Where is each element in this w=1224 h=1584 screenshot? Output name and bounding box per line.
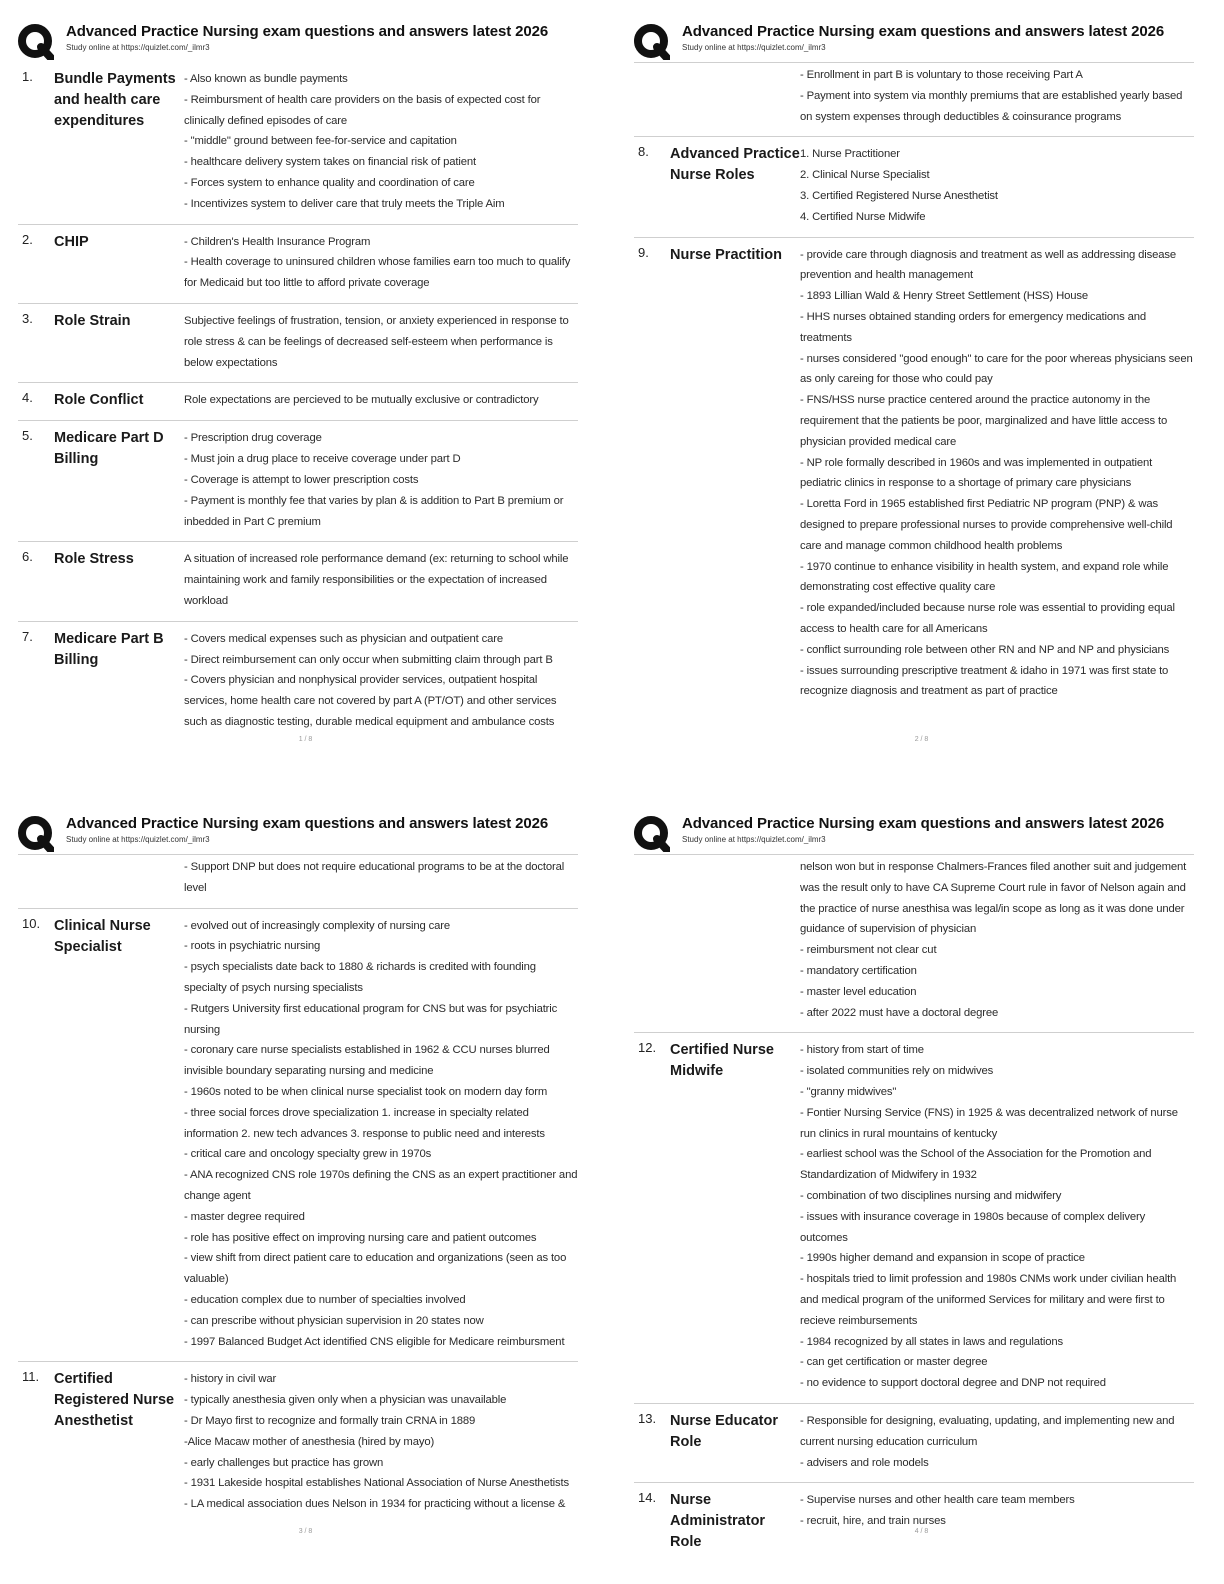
term-title: Medicare Part D Billing <box>54 430 164 468</box>
term-title: Nurse Administrator Role <box>670 1492 766 1551</box>
term-definition: 1. Nurse Practitioner 2. Clinical Nurse Specialist 3. Certified Registered Nurse Anesthetist 4. Certified Nurse Midwife <box>800 148 998 223</box>
term-row <box>634 1403 1194 1482</box>
quizlet-logo-icon <box>634 816 670 852</box>
term-title: Medicare Part B Billing <box>54 630 164 668</box>
term-number: 13. <box>638 1410 657 1426</box>
document-title: Advanced Practice Nursing exam questions and answers latest 2026 <box>66 23 549 40</box>
term-number <box>18 857 54 899</box>
term-list <box>18 62 578 742</box>
term-row <box>18 420 578 541</box>
page-2 <box>634 22 1209 792</box>
study-online-link[interactable]: Study online at https://quizlet.com/_ilmr3 <box>682 835 826 844</box>
term-row <box>634 1032 1194 1403</box>
term-title: Advanced Practice Nurse Roles <box>670 146 800 184</box>
term-definition: - Prescription drug coverage - Must join a drug place to receive coverage under part D - Coverage is attempt to lower prescription costs - Payment is monthly fee that varies by plan & is addition to Part B premium or inbedded in Part C premium <box>184 432 564 528</box>
page-number: 1 / 8 <box>298 736 313 743</box>
page-number: 3 / 8 <box>298 1528 313 1535</box>
term-number: 7. <box>22 628 33 644</box>
term-number: 11. <box>22 1369 40 1385</box>
page-number: 4 / 8 <box>914 1528 929 1535</box>
term-list <box>634 854 1194 1562</box>
term-row <box>634 1482 1194 1562</box>
term-definition: A situation of increased role performance demand (ex: returning to school while maintaining work and family responsibilities or the expectation of increased workload <box>184 553 569 607</box>
study-online-link[interactable]: Study online at https://quizlet.com/_ilmr3 <box>66 835 210 844</box>
term-row <box>634 136 1194 236</box>
page-header <box>18 22 593 66</box>
term-number: 5. <box>22 428 33 444</box>
term-definition: - Children's Health Insurance Program - Health coverage to uninsured children whose families earn too much to qualify for Medicaid but too little to afford private coverage <box>184 235 571 290</box>
term-definition: nelson won but in response Chalmers-Frances filed another suit and judgement was the result only to have CA Supreme Court rule in favor of Nelson again and the practice of nurse anesthisa was legal/in scope as long as it was done under guidance of supervision of physician - reimbursment not clear cut - mandatory certification - master level education - after 2022 must have a doctoral degree <box>800 861 1187 1019</box>
term-definition: - Supervise nurses and other health care team members - recruit, hire, and train nurses <box>800 1494 1075 1528</box>
term-title: Nurse Educator Role <box>670 1412 778 1450</box>
term-number <box>634 65 670 127</box>
term-row <box>18 541 578 620</box>
term-list <box>634 62 1194 711</box>
term-definition: - Responsible for designing, evaluating, updating, and implementing new and current nursing education curriculum - advisers and role models <box>800 1414 1175 1469</box>
term-title: Role Strain <box>54 312 131 329</box>
term-number: 2. <box>22 231 33 247</box>
page-header <box>634 22 1209 66</box>
term-number: 4. <box>22 390 33 406</box>
term-title: Clinical Nurse Specialist <box>54 917 151 955</box>
term-definition: - provide care through diagnosis and treatment as well as addressing disease prevention and health management - 1893 Lillian Wald & Henry Street Settlement (HSS) House - HHS nurses obtained standing orders for emergency medications and treatments - nurses considered "good enough" to care for the poor whereas physicians seen as only careing for those who could pay - FNS/HSS nurse practice centered around the practice autonomy in the requirement that the patients be poor, marginalized and have little access to physician provided medical care - NP role formally described in 1960s and was implemented in outpatient pediatric clinics in response to a shortage of primary care physicians - Loretta Ford in 1965 established first Pediatric NP program (PNP) & was designed to prepare professional nurses to provide comprehensive well-child care and manage common childhood health problems - 1970 continue to enhance visibility in health system, and expand role while demonstrating cost effective quality care - role expanded/included because nurse role was essential to providing equal access to health care for all Americans - conflict surrounding role between other RN and NP and NP and physicians - issues surrounding prescriptive treatment & idaho in 1971 was first state to recognize diagnosis and treatment as part of practice <box>800 248 1193 698</box>
term-title: Certified Registered Nurse Anesthetist <box>54 1371 175 1430</box>
term-title <box>54 857 184 899</box>
page-header <box>634 814 1209 858</box>
term-title: Bundle Payments and health care expenditures <box>54 71 176 129</box>
term-definition: Role expectations are percieved to be mutually exclusive or contradictory <box>184 394 539 407</box>
document-title: Advanced Practice Nursing exam questions and answers latest 2026 <box>682 23 1165 40</box>
term-number: 12. <box>638 1040 657 1056</box>
study-online-link[interactable]: Study online at https://quizlet.com/_ilmr3 <box>66 43 210 52</box>
page-3 <box>18 814 593 1584</box>
document-title: Advanced Practice Nursing exam questions and answers latest 2026 <box>682 815 1165 832</box>
term-title: Role Stress <box>54 551 134 568</box>
term-definition: - history from start of time - isolated communities rely on midwives - "granny midwives" - Fontier Nursing Service (FNS) in 1925 & was decentralized network of nurse run clinics in rural mountains of kentucky - earliest school was the School of the Association for the Promotion and Standardization of Midwifery in 1932 - combination of two disciplines nursing and midwifery - issues with insurance coverage in 1980s because of complex delivery outcomes - 1990s higher demand and expansion in scope of practice - hospitals tried to limit profession and 1980s CNMs work under civilian health and medical program of the uniformed Services for military and were first to recieve reimbursements - 1984 recognized by all states in laws and regulations - can get certification or master degree - no evidence to support doctoral degree and DNP not required <box>800 1044 1178 1390</box>
page-4 <box>634 814 1209 1584</box>
term-title: CHIP <box>54 233 89 250</box>
quizlet-logo-icon <box>18 816 54 852</box>
term-row-continued <box>18 854 578 908</box>
term-number: 9. <box>638 244 649 260</box>
term-number <box>634 857 670 1023</box>
term-number: 3. <box>22 310 33 326</box>
term-title <box>670 857 800 1023</box>
term-number: 8. <box>638 144 649 160</box>
page-number: 2 / 8 <box>914 736 929 743</box>
document-title: Advanced Practice Nursing exam questions and answers latest 2026 <box>66 815 549 832</box>
study-online-link[interactable]: Study online at https://quizlet.com/_ilmr3 <box>682 43 826 52</box>
term-row <box>18 1361 578 1524</box>
term-number: 14. <box>638 1490 657 1506</box>
term-number: 10. <box>22 915 41 931</box>
page-1 <box>18 22 593 792</box>
term-definition: - Support DNP but does not require educational programs to be at the doctoral level <box>184 861 565 894</box>
term-number: 6. <box>22 549 33 565</box>
term-number: 1. <box>22 69 33 84</box>
term-row <box>18 303 578 382</box>
term-definition: - history in civil war - typically anesthesia given only when a physician was unavailable - Dr Mayo first to recognize and formally train CRNA in 1889 -Alice Macaw mother of anesthesia (hired by mayo) - early challenges but practice has grown - 1931 Lakeside hospital establishes National Association of Nurse Anesthetists - LA medical association dues Nelson in 1934 for practicing without a license & <box>184 1373 570 1511</box>
term-title: Role Conflict <box>54 392 144 409</box>
term-title <box>670 65 800 127</box>
term-row-continued <box>634 62 1194 136</box>
term-definition: - Covers medical expenses such as physician and outpatient care - Direct reimbursement can only occur when submitting claim through part B - Covers physician and nonphysical provider services, outpatient hospital services, home health care not covered by part A (PT/OT) and other services such as diagnostic testing, durable medical equipment and ambulance costs <box>184 632 557 728</box>
term-row <box>18 224 578 303</box>
term-row <box>18 908 578 1362</box>
page-header <box>18 814 593 858</box>
term-list <box>18 854 578 1524</box>
term-definition: - Enrollment in part B is voluntary to those receiving Part A - Payment into system via monthly premiums that are established yearly based on system expenses through deductibles & coinsurance programs <box>800 69 1183 123</box>
term-row <box>634 237 1194 712</box>
term-row <box>18 62 578 224</box>
term-definition: - evolved out of increasingly complexity of nursing care - roots in psychiatric nursing - psych specialists date back to 1880 & richards is credited with founding specialty of psych nursing specialists - Rutgers University first educational program for CNS but was for psychiatric nursing - coronary care nurse specialists established in 1962 & CCU nurses blurred invisible boundary separating nursing and medicine - 1960s noted to be when clinical nurse specialist took on modern day form - three social forces drove specialization 1. increase in specialty related information 2. new tech advances 3. response to public need and interests - critical care and oncology specialty grew in 1970s - ANA recognized CNS role 1970s defining the CNS as an expert practitioner and change agent - master degree required - role has positive effect on improving nursing care and patient outcomes - view shift from direct patient care to education and organizations (seen as too valuable) - education complex due to number of specialties involved - can prescribe without physician supervision in 20 states now - 1997 Balanced Budget Act identified CNS eligible for Medicare reimbursment <box>184 919 578 1348</box>
term-definition: Subjective feelings of frustration, tension, or anxiety experienced in response to role stress & can be feelings of decreased self-esteem when performance is below expectations <box>184 314 569 369</box>
term-row <box>18 621 578 742</box>
term-definition: - Also known as bundle payments - Reimbursment of health care providers on the basis of expected cost for clinically defined episodes of care - "middle" ground between fee-for-service and capitation - healthcare delivery system takes on financial risk of patient - Forces system to enhance quality and coordination of care - Incentivizes system to deliver care that truly meets the Triple Aim <box>184 73 541 210</box>
term-row-continued <box>634 854 1194 1032</box>
quizlet-logo-icon <box>634 24 670 60</box>
term-row <box>18 382 578 420</box>
term-title: Nurse Practition <box>670 246 782 263</box>
term-title: Certified Nurse Midwife <box>670 1042 774 1080</box>
quizlet-logo-icon <box>18 24 54 60</box>
